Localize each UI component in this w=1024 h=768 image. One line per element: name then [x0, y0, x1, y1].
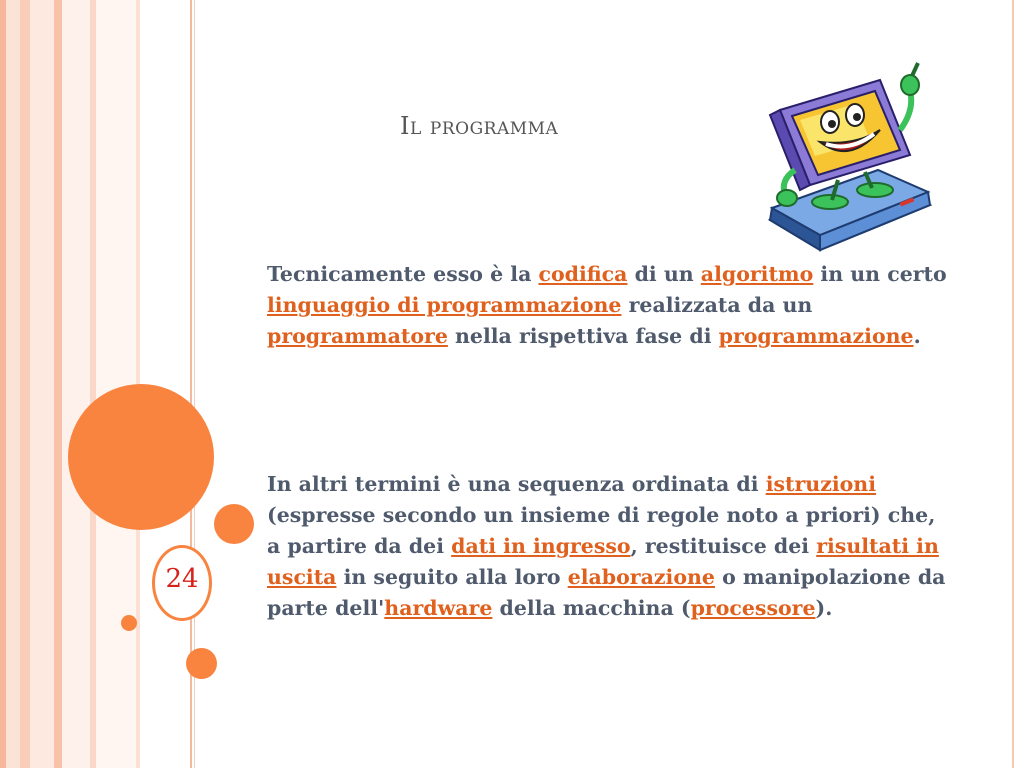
- paragraph-explanation: [267, 469, 947, 624]
- link-hardware[interactable]: hardware: [384, 596, 493, 620]
- paragraph-text: in seguito alla loro: [336, 565, 568, 589]
- decor-circle-medium: [214, 504, 254, 544]
- link-programmazione[interactable]: programmazione: [718, 324, 914, 348]
- link-linguaggio-di-programmazione[interactable]: linguaggio di programmazione: [267, 293, 622, 317]
- paragraph-text: (espresse secondo un insieme di regole noto a priori) che, a partire da dei: [267, 503, 936, 558]
- link-processore[interactable]: processore: [690, 596, 816, 620]
- link-codifica[interactable]: codifica: [538, 262, 628, 286]
- right-border-line: [1012, 0, 1014, 768]
- decor-circle-medium-2: [186, 648, 217, 679]
- cartoon-computer-icon: [760, 60, 940, 255]
- slide-title: Il programma: [400, 112, 559, 140]
- paragraph-text: in un certo: [813, 262, 947, 286]
- paragraph-definition: [267, 259, 947, 352]
- paragraph-text: della macchina (: [492, 596, 691, 620]
- paragraph-text: di un: [627, 262, 701, 286]
- paragraph-text: realizzata da un: [621, 293, 813, 317]
- decor-circle-small: [121, 615, 137, 631]
- paragraph-text: .: [913, 324, 921, 348]
- paragraph-text: , restituisce dei: [630, 534, 817, 558]
- link-risultati-in-uscita[interactable]: risultati in uscita: [267, 534, 939, 589]
- link-elaborazione[interactable]: elaborazione: [567, 565, 715, 589]
- paragraph-text: In altri termini è una sequenza ordinata di: [267, 472, 766, 496]
- paragraph-text: o manipolazione da parte dell': [267, 565, 946, 620]
- paragraph-text: Tecnicamente esso è la: [267, 262, 539, 286]
- link-algoritmo[interactable]: algoritmo: [700, 262, 814, 286]
- paragraph-text: nella rispettiva fase di: [447, 324, 719, 348]
- page-number: 24: [165, 564, 199, 594]
- paragraph-text: ).: [815, 596, 833, 620]
- decor-circle-large: [68, 384, 214, 530]
- link-istruzioni[interactable]: istruzioni: [765, 472, 876, 496]
- link-dati-in-ingresso[interactable]: dati in ingresso: [451, 534, 631, 558]
- left-decoration: [0, 0, 196, 768]
- link-programmatore[interactable]: programmatore: [267, 324, 448, 348]
